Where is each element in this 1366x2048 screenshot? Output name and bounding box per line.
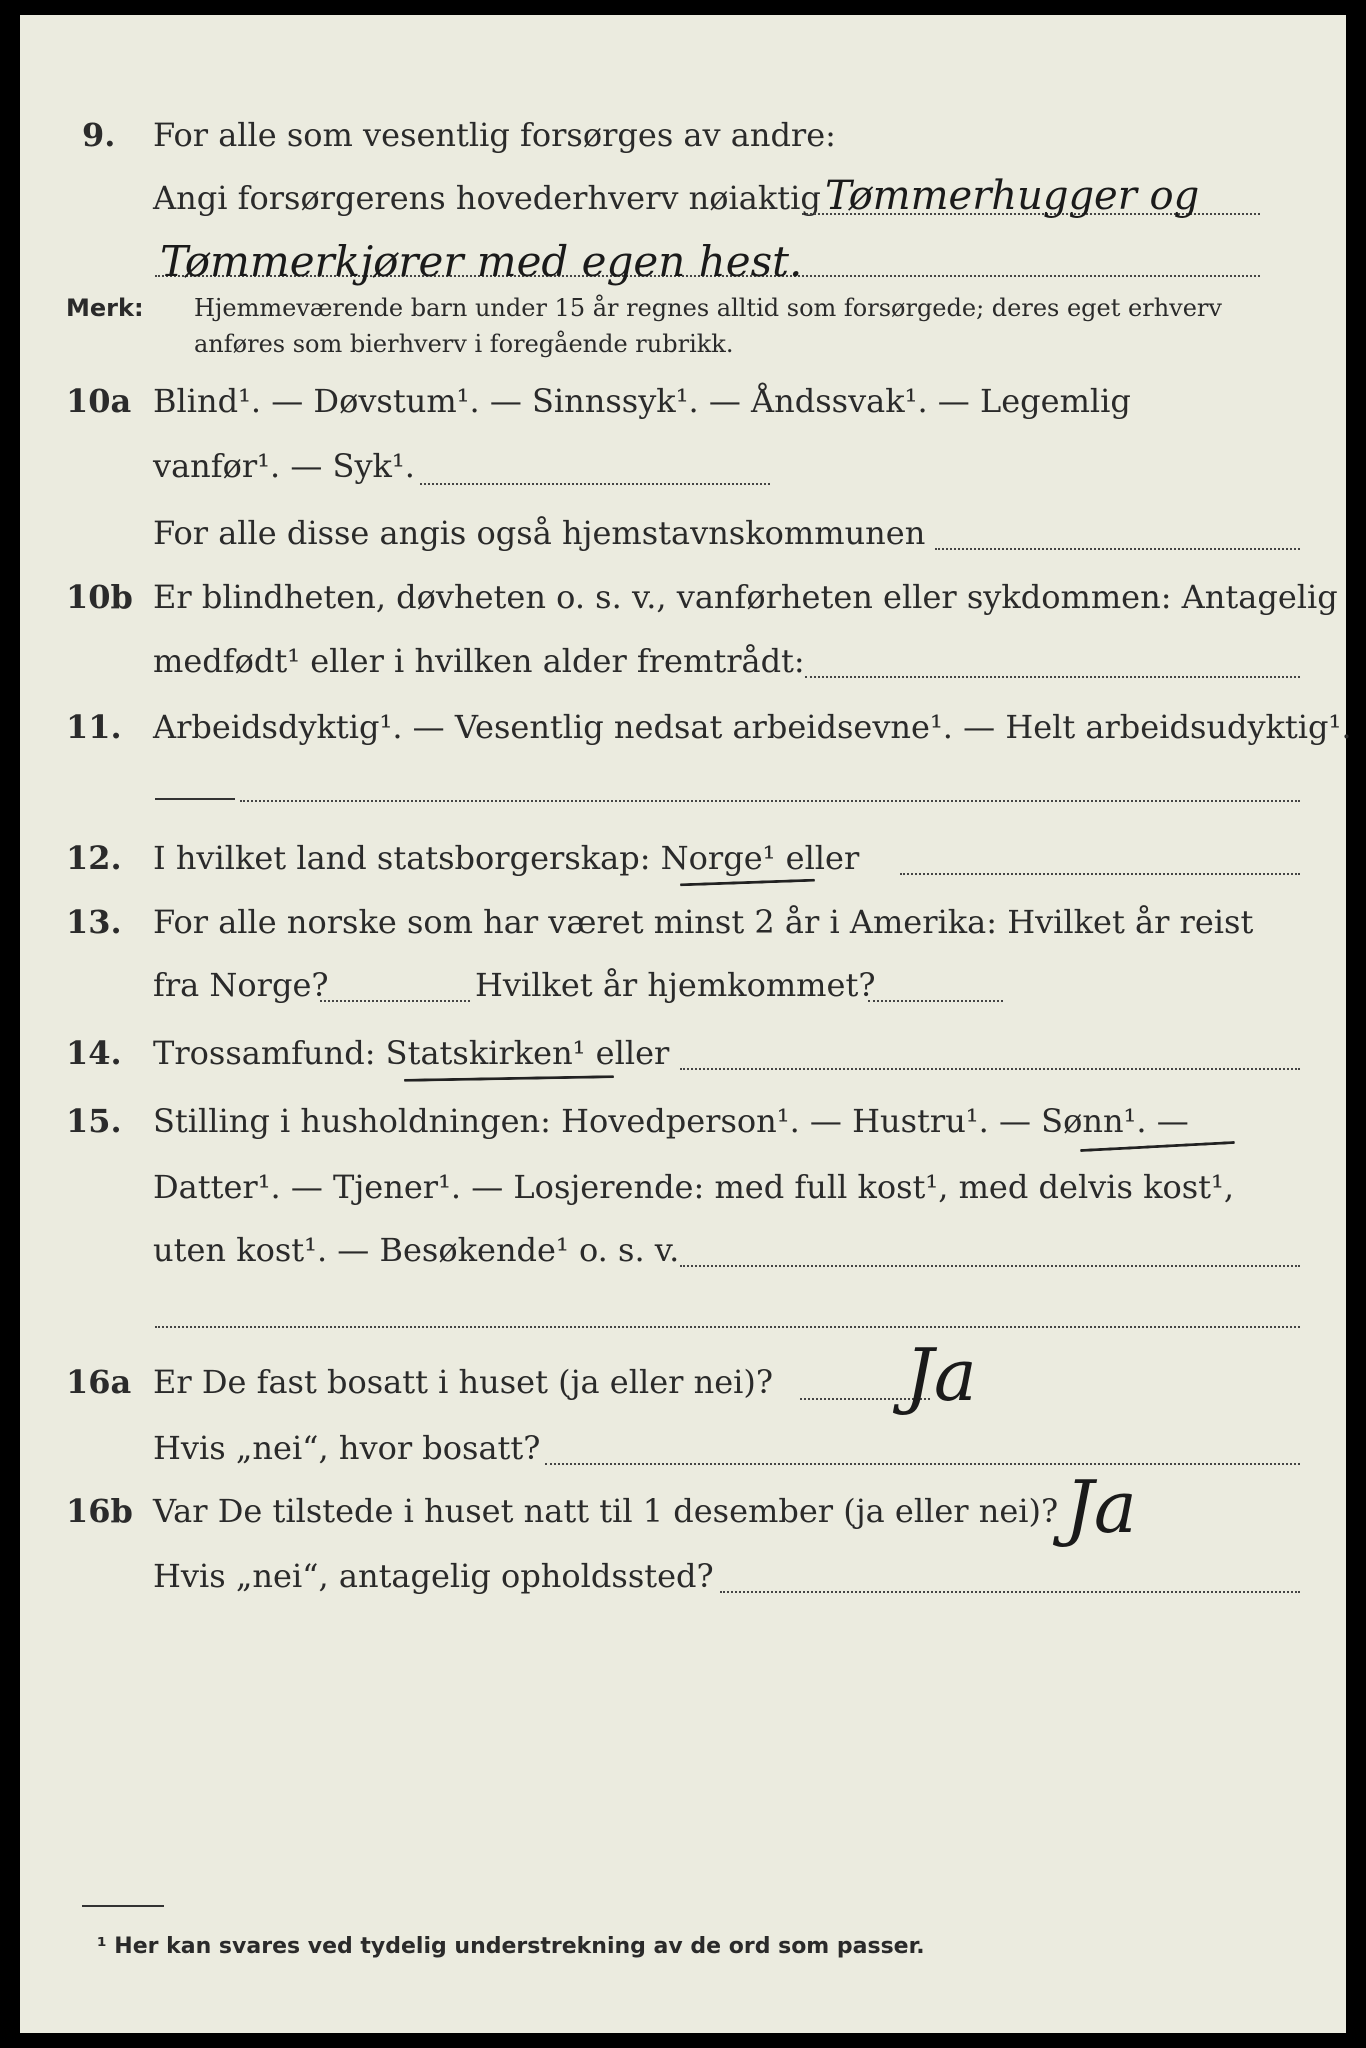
q16a-handwritten-answer: Ja xyxy=(905,1333,977,1417)
q10a-line2: vanfør¹. — Syk¹. xyxy=(153,447,415,485)
q13-number: 13. xyxy=(66,903,122,941)
q10b-line1: Er blindheten, døvheten o. s. v., vanførheten eller sykdommen: Antagelig xyxy=(153,578,1338,616)
q15-answer-dotted-line xyxy=(680,1265,1300,1267)
q15-number: 15. xyxy=(66,1102,122,1140)
q16b-line1: Var De tilstede i huset natt til 1 desember (ja eller nei)? xyxy=(153,1492,1059,1530)
q15-sonn-underline xyxy=(1080,1141,1235,1152)
q13-line2-reist: fra Norge? xyxy=(153,966,329,1004)
q15-line3: uten kost¹. — Besøkende¹ o. s. v. xyxy=(153,1231,680,1269)
q15-line2: Datter¹. — Tjener¹. — Losjerende: med full kost¹, med delvis kost¹, xyxy=(153,1168,1235,1206)
footnote-rule xyxy=(82,1905,164,1907)
q16a-bosatt-dotted-line xyxy=(545,1463,1300,1465)
q14-statskirken-underline xyxy=(404,1075,614,1082)
q16b-handwritten-answer: Ja xyxy=(1065,1465,1137,1549)
q9-question-line2: Angi forsørgerens hovederhverv nøiaktig xyxy=(153,179,821,217)
q16b-opholdssted-dotted-line xyxy=(720,1591,1300,1593)
q13-reist-dotted-line xyxy=(320,1000,470,1002)
q10a-line3: For alle disse angis også hjemstavnskommunen xyxy=(153,514,926,552)
merk-note-line1: Hjemmeværende barn under 15 år regnes alltid som forsørgede; deres eget erhverv xyxy=(194,294,1222,322)
q16a-line1: Er De fast bosatt i huset (ja eller nei)? xyxy=(153,1363,774,1401)
merk-note-line2: anføres som bierhverv i foregående rubrikk. xyxy=(194,330,734,358)
q14-answer-dotted-line xyxy=(680,1068,1300,1070)
q10a-answer-dotted-line xyxy=(420,483,770,485)
q13-hjemkommet-dotted-line xyxy=(868,1000,1003,1002)
q11-line1: Arbeidsdyktig¹. — Vesentlig nedsat arbeidsevne¹. — Helt arbeidsudyktig¹. xyxy=(153,708,1352,746)
footnote-text: ¹ Her kan svares ved tydelig understrekning av de ord som passer. xyxy=(97,1934,925,1959)
q15-line1: Stilling i husholdningen: Hovedperson¹. — Hustru¹. — Sønn¹. — xyxy=(153,1102,1189,1140)
q9-question-line1: For alle som vesentlig forsørges av andre: xyxy=(153,116,836,154)
q9-handwritten-answer-2: Tømmerkjører med egen hest. xyxy=(160,237,803,286)
q10a-number: 10a xyxy=(66,382,132,420)
q10b-line2: medfødt¹ eller i hvilken alder fremtrådt: xyxy=(153,642,805,680)
q10b-answer-dotted-line xyxy=(805,676,1300,678)
q16b-line2: Hvis „nei“, antagelig opholdssted? xyxy=(153,1557,714,1595)
q13-line2-hjemkommet: Hvilket år hjemkommet? xyxy=(475,966,876,1004)
q12-number: 12. xyxy=(66,839,122,877)
census-form-page xyxy=(20,15,1352,2033)
q12-answer-dotted-line xyxy=(900,873,1300,875)
q14-line1: Trossamfund: Statskirken¹ eller xyxy=(153,1034,670,1072)
q11-answer-dotted-line xyxy=(240,800,1300,802)
q12-line1: I hvilket land statsborgerskap: Norge¹ eller xyxy=(153,839,860,877)
q16b-number: 16b xyxy=(66,1492,133,1530)
q14-number: 14. xyxy=(66,1034,122,1072)
q11-short-rule xyxy=(155,798,235,800)
q11-number: 11. xyxy=(66,708,122,746)
q9-number: 9. xyxy=(82,116,116,154)
merk-label: Merk: xyxy=(66,294,144,322)
q16a-number: 16a xyxy=(66,1363,132,1401)
q15-extra-dotted-line xyxy=(155,1326,1300,1328)
q9-handwritten-answer-1: Tømmerhugger og xyxy=(825,173,1200,219)
q10a-line1: Blind¹. — Døvstum¹. — Sinnssyk¹. — Åndssvak¹. — Legemlig xyxy=(153,382,1131,420)
q12-norge-underline xyxy=(680,879,815,887)
q10a-kommune-dotted-line xyxy=(935,548,1300,550)
q16a-line2: Hvis „nei“, hvor bosatt? xyxy=(153,1429,541,1467)
q13-line1: For alle norske som har været minst 2 år i Amerika: Hvilket år reist xyxy=(153,903,1254,941)
q10b-number: 10b xyxy=(66,578,133,616)
